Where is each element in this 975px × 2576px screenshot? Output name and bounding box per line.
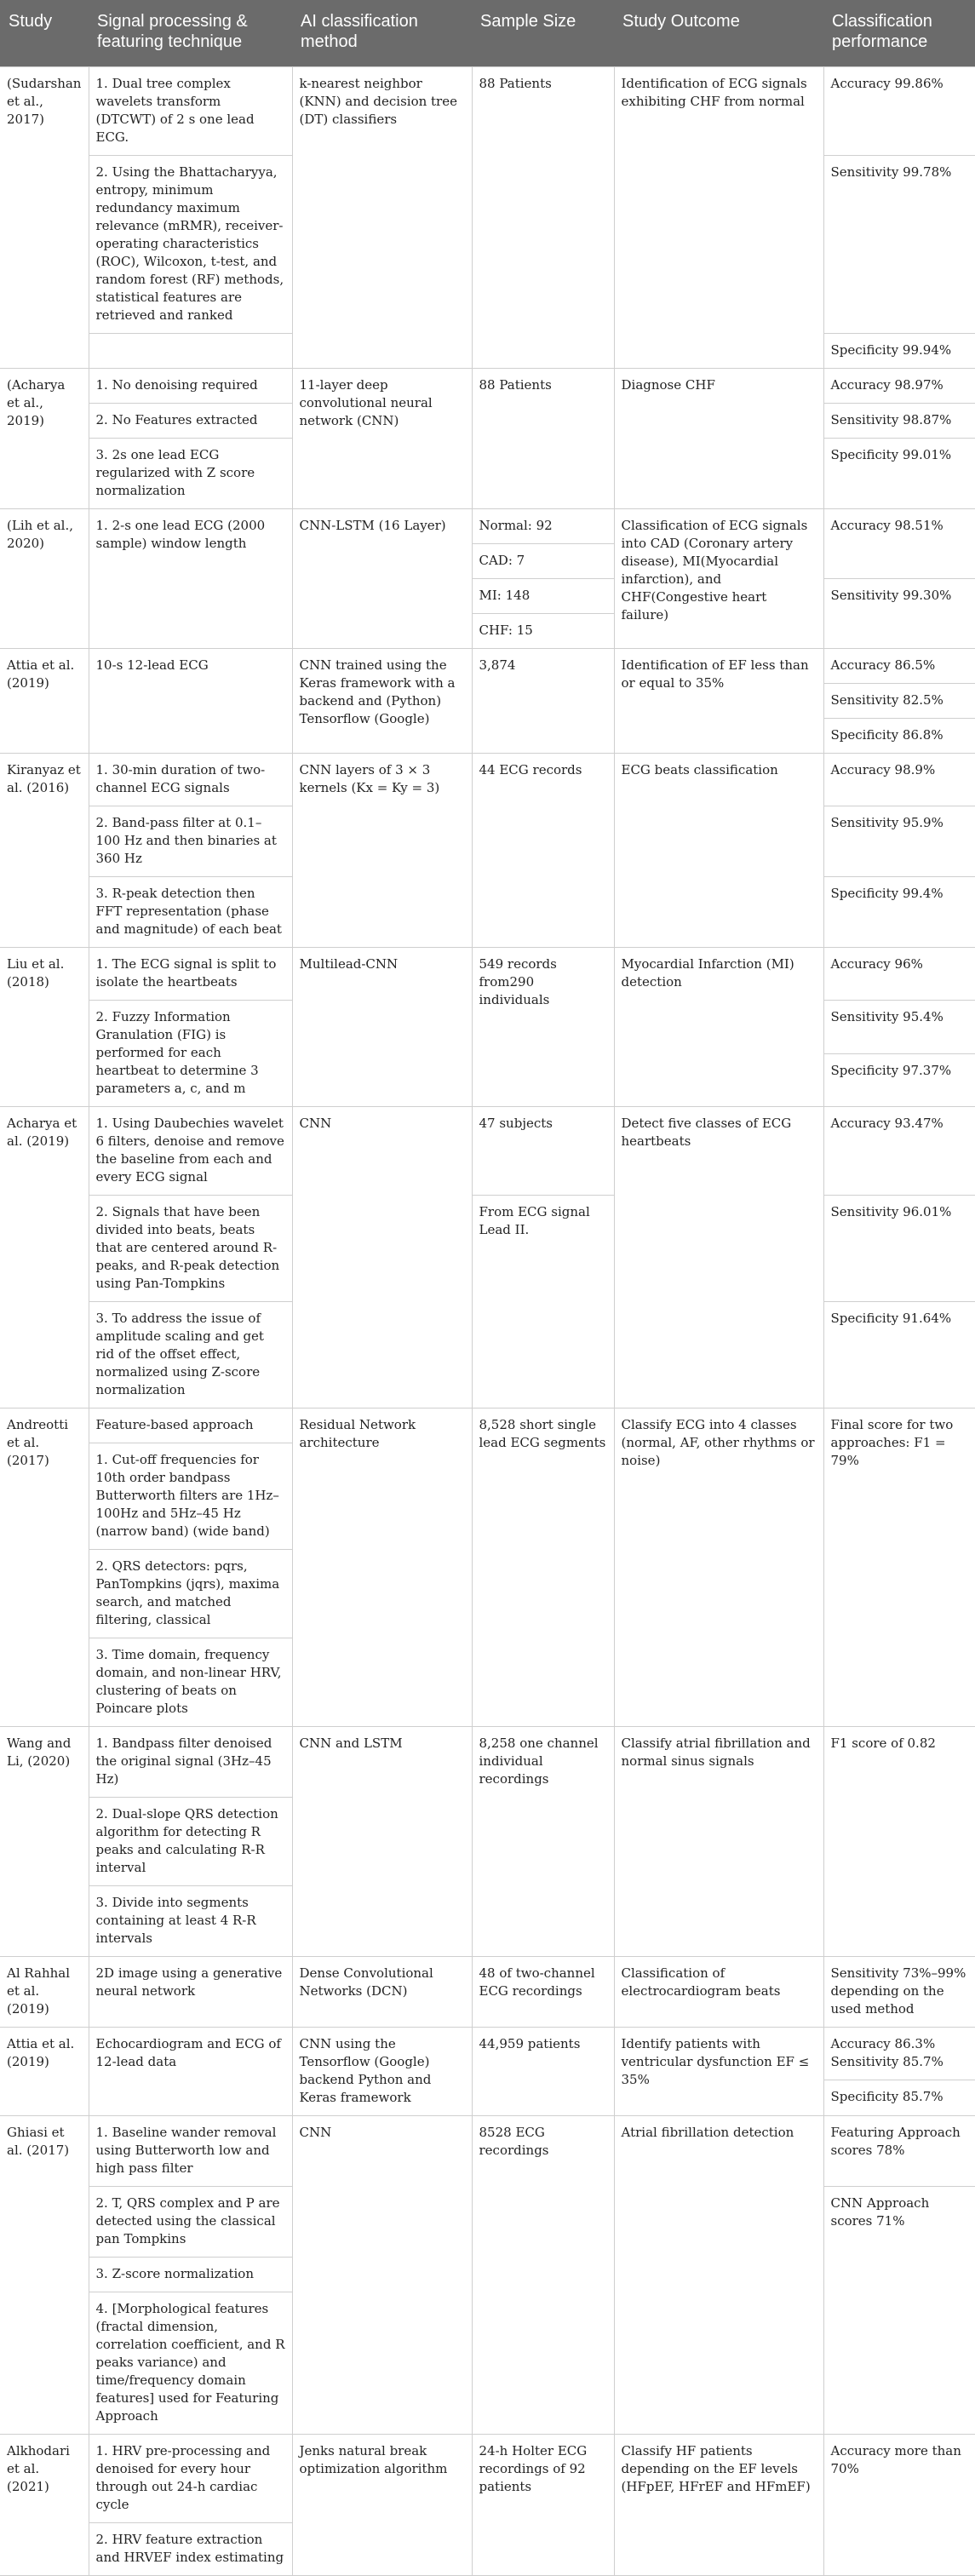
technique-cell: 2. Dual-slope QRS detection algorithm for detecting R peaks and calculating R-R interval (89, 1798, 292, 1886)
technique-cell: 2. Fuzzy Information Granulation (FIG) is performed for each heartbeat to determine 3 parameters a, c, and m (89, 1001, 292, 1107)
outcome-cell: ECG beats classification (614, 754, 823, 948)
sample-cell: Normal: 92 (472, 509, 614, 544)
performance-cell: Accuracy 93.47% (823, 1107, 975, 1196)
header-method: AI classification method (292, 0, 472, 67)
sample-cell: MI: 148 (472, 579, 614, 614)
study-cell: (Sudarshan et al., 2017) (0, 67, 89, 369)
method-cell: k-nearest neighbor (KNN) and decision tree (DT) classifiers (292, 67, 472, 369)
performance-cell: Accuracy 98.9% (823, 754, 975, 806)
header-technique: Signal processing & featuring technique (89, 0, 292, 67)
sample-cell: From ECG signal Lead II. (472, 1196, 614, 1408)
performance-cell: Sensitivity 98.87% (823, 404, 975, 439)
performance-cell: Specificity 99.94% (823, 334, 975, 369)
performance-cell: Specificity 86.8% (823, 719, 975, 754)
performance-cell: Accuracy 99.86% (823, 67, 975, 156)
performance-cell: Specificity 97.37% (823, 1053, 975, 1107)
sample-cell: 549 records from290 individuals (472, 948, 614, 1107)
technique-cell: 2. T, QRS complex and P are detected using the classical pan Tompkins (89, 2187, 292, 2258)
performance-cell: Specificity 99.4% (823, 877, 975, 948)
method-cell: CNN-LSTM (16 Layer) (292, 509, 472, 649)
sample-cell: 8,528 short single lead ECG segments (472, 1408, 614, 1727)
outcome-cell: Classify atrial fibrillation and normal sinus signals (614, 1727, 823, 1957)
technique-cell: 3. 2s one lead ECG regularized with Z score normalization (89, 439, 292, 509)
sample-cell: CAD: 7 (472, 544, 614, 579)
technique-cell: 1. Baseline wander removal using Butterworth low and high pass filter (89, 2116, 292, 2187)
table-row (0, 1196, 975, 1302)
outcome-cell: Diagnose CHF (614, 369, 823, 509)
technique-cell: 1. The ECG signal is split to isolate the heartbeats (89, 948, 292, 1001)
technique-cell: 1. No denoising required (89, 369, 292, 404)
performance-cell: Specificity 85.7% (823, 2080, 975, 2116)
study-cell: Acharya et al. (2019) (0, 1107, 89, 1408)
sample-cell: 8,258 one channel individual recordings (472, 1727, 614, 1957)
technique-cell: 3. Time domain, frequency domain, and non-linear HRV, clustering of beats on Poincare plots (89, 1638, 292, 1727)
performance-cell: Sensitivity 95.9% (823, 806, 975, 877)
performance-cell: Featuring Approach scores 78% (823, 2116, 975, 2187)
method-cell: CNN and LSTM (292, 1727, 472, 1957)
performance-cell: Sensitivity 95.4% (823, 1001, 975, 1054)
header-outcome: Study Outcome (614, 0, 823, 67)
header-study: Study (0, 0, 89, 67)
performance-cell: CNN Approach scores 71% (823, 2187, 975, 2435)
technique-cell: 1. Dual tree complex wavelets transform (DTCWT) of 2 s one lead ECG. (89, 67, 292, 156)
table-row (0, 67, 975, 156)
technique-cell: 2. HRV feature extraction and HRVEF index estimating (89, 2523, 292, 2576)
sample-cell: 88 Patients (472, 67, 614, 369)
outcome-cell: Classify HF patients depending on the EF levels (HFpEF, HFrEF and HFmEF) (614, 2435, 823, 2576)
performance-cell: Accuracy more than 70% (823, 2435, 975, 2576)
sample-cell: 47 subjects (472, 1107, 614, 1196)
header-sample-size: Sample Size (472, 0, 614, 67)
table-row (0, 1727, 975, 1798)
sample-cell: 88 Patients (472, 369, 614, 509)
performance-cell: Accuracy 98.51% (823, 509, 975, 579)
table-row (0, 1408, 975, 1443)
study-cell: Al Rahhal et al. (2019) (0, 1957, 89, 2028)
technique-cell: 3. To address the issue of amplitude scaling and get rid of the offset effect, normalized using Z-score normalization (89, 1302, 292, 1408)
study-cell: (Acharya et al., 2019) (0, 369, 89, 509)
sample-cell: 24-h Holter ECG recordings of 92 patients (472, 2435, 614, 2576)
study-cell: Wang and Li, (2020) (0, 1727, 89, 1957)
sample-cell: 44 ECG records (472, 754, 614, 948)
sample-cell: 8528 ECG recordings (472, 2116, 614, 2435)
method-cell: CNN (292, 2116, 472, 2435)
study-cell: Attia et al. (2019) (0, 2028, 89, 2116)
method-cell: Multilead-CNN (292, 948, 472, 1107)
technique-cell: 10-s 12-lead ECG (89, 649, 292, 754)
technique-cell: 1. Cut-off frequencies for 10th order bandpass Butterworth filters are 1Hz–100Hz and 5Hz–45 Hz (narrow band) (wide band) (89, 1443, 292, 1550)
method-cell: CNN layers of 3 × 3 kernels (Kx = Ky = 3) (292, 754, 472, 948)
method-cell: Residual Network architecture (292, 1408, 472, 1727)
technique-cell: Feature-based approach (89, 1408, 292, 1443)
performance-cell: Sensitivity 99.78% (823, 156, 975, 334)
performance-cell: Accuracy 86.3% Sensitivity 85.7% (823, 2028, 975, 2080)
header-performance: Classification performance (823, 0, 975, 67)
performance-cell: Accuracy 96% (823, 948, 975, 1001)
study-cell: Alkhodari et al. (2021) (0, 2435, 89, 2576)
table-row (0, 1957, 975, 2028)
performance-cell: Accuracy 86.5% (823, 649, 975, 684)
study-cell: Liu et al. (2018) (0, 948, 89, 1107)
method-cell: CNN (292, 1107, 472, 1408)
performance-cell: F1 score of 0.82 (823, 1727, 975, 1957)
outcome-cell: Detect five classes of ECG heartbeats (614, 1107, 823, 1408)
outcome-cell: Identify patients with ventricular dysfunction EF ≤ 35% (614, 2028, 823, 2116)
technique-cell: 2D image using a generative neural network (89, 1957, 292, 2028)
outcome-cell: Identification of ECG signals exhibiting CHF from normal (614, 67, 823, 369)
technique-cell: 1. Bandpass filter denoised the original signal (3Hz–45 Hz) (89, 1727, 292, 1798)
table-row (0, 649, 975, 684)
header-row (0, 0, 975, 67)
sample-cell: 3,874 (472, 649, 614, 754)
study-cell: Ghiasi et al. (2017) (0, 2116, 89, 2435)
sample-cell: CHF: 15 (472, 614, 614, 649)
technique-cell: Echocardiogram and ECG of 12-lead data (89, 2028, 292, 2116)
method-cell: CNN trained using the Keras framework with a backend and (Python) Tensorflow (Google) (292, 649, 472, 754)
table-row (0, 369, 975, 404)
performance-cell: Sensitivity 73%–99% depending on the used method (823, 1957, 975, 2028)
technique-cell: 3. Divide into segments containing at least 4 R-R intervals (89, 1886, 292, 1957)
study-cell: Kiranyaz et al. (2016) (0, 754, 89, 948)
table-row (0, 2435, 975, 2523)
study-cell: Attia et al. (2019) (0, 649, 89, 754)
table-row (0, 2116, 975, 2187)
table-row (0, 948, 975, 1001)
technique-cell: 1. HRV pre-processing and denoised for every hour through out 24-h cardiac cycle (89, 2435, 292, 2523)
technique-cell: 3. Z-score normalization (89, 2258, 292, 2292)
outcome-cell: Myocardial Infarction (MI) detection (614, 948, 823, 1107)
technique-cell: 4. [Morphological features (fractal dimension, correlation coefficient, and R peaks variance) and time/frequency domain features] used for Featuring Approach (89, 2292, 292, 2435)
performance-cell: Specificity 99.01% (823, 439, 975, 509)
table-row (0, 509, 975, 544)
table-row (0, 2028, 975, 2080)
technique-cell (89, 334, 292, 369)
table-row (0, 754, 975, 806)
method-cell: 11-layer deep convolutional neural network (CNN) (292, 369, 472, 509)
technique-cell: 3. R-peak detection then FFT representation (phase and magnitude) of each beat (89, 877, 292, 948)
method-cell: Jenks natural break optimization algorithm (292, 2435, 472, 2576)
sample-cell: 48 of two-channel ECG recordings (472, 1957, 614, 2028)
study-cell: Andreotti et al. (2017) (0, 1408, 89, 1727)
technique-cell: 1. 2-s one lead ECG (2000 sample) window length (89, 509, 292, 649)
technique-cell: 1. 30-min duration of two-channel ECG signals (89, 754, 292, 806)
performance-cell: Final score for two approaches: F1 = 79% (823, 1408, 975, 1727)
performance-cell: Sensitivity 99.30% (823, 579, 975, 649)
table-row (0, 1107, 975, 1196)
method-cell: Dense Convolutional Networks (DCN) (292, 1957, 472, 2028)
technique-cell: 2. No Features extracted (89, 404, 292, 439)
technique-cell: 2. Band-pass filter at 0.1–100 Hz and then binaries at 360 Hz (89, 806, 292, 877)
performance-cell: Sensitivity 96.01% (823, 1196, 975, 1302)
outcome-cell: Atrial fibrillation detection (614, 2116, 823, 2435)
performance-cell: Sensitivity 82.5% (823, 684, 975, 719)
technique-cell: 2. QRS detectors: pqrs, PanTompkins (jqrs), maxima search, and matched filtering, classical (89, 1550, 292, 1638)
outcome-cell: Identification of EF less than or equal to 35% (614, 649, 823, 754)
technique-cell: 1. Using Daubechies wavelet 6 filters, denoise and remove the baseline from each and every ECG signal (89, 1107, 292, 1196)
study-cell: (Lih et al., 2020) (0, 509, 89, 649)
technique-cell: 2. Signals that have been divided into beats, beats that are centered around R-peaks, and R-peak detection using Pan-Tompkins (89, 1196, 292, 1302)
technique-cell: 2. Using the Bhattacharyya, entropy, minimum redundancy maximum relevance (mRMR), receiver-operating characteristics (ROC), Wilcoxon, t-test, and random forest (RF) methods, statistical features are retrieved and ranked (89, 156, 292, 334)
outcome-cell: Classify ECG into 4 classes (normal, AF, other rhythms or noise) (614, 1408, 823, 1727)
performance-cell: Accuracy 98.97% (823, 369, 975, 404)
sample-cell: 44,959 patients (472, 2028, 614, 2116)
method-cell: CNN using the Tensorflow (Google) backend Python and Keras framework (292, 2028, 472, 2116)
performance-cell: Specificity 91.64% (823, 1302, 975, 1408)
outcome-cell: Classification of ECG signals into CAD (Coronary artery disease), MI(Myocardial infarction), and CHF(Congestive heart failure) (614, 509, 823, 649)
outcome-cell: Classification of electrocardiogram beats (614, 1957, 823, 2028)
